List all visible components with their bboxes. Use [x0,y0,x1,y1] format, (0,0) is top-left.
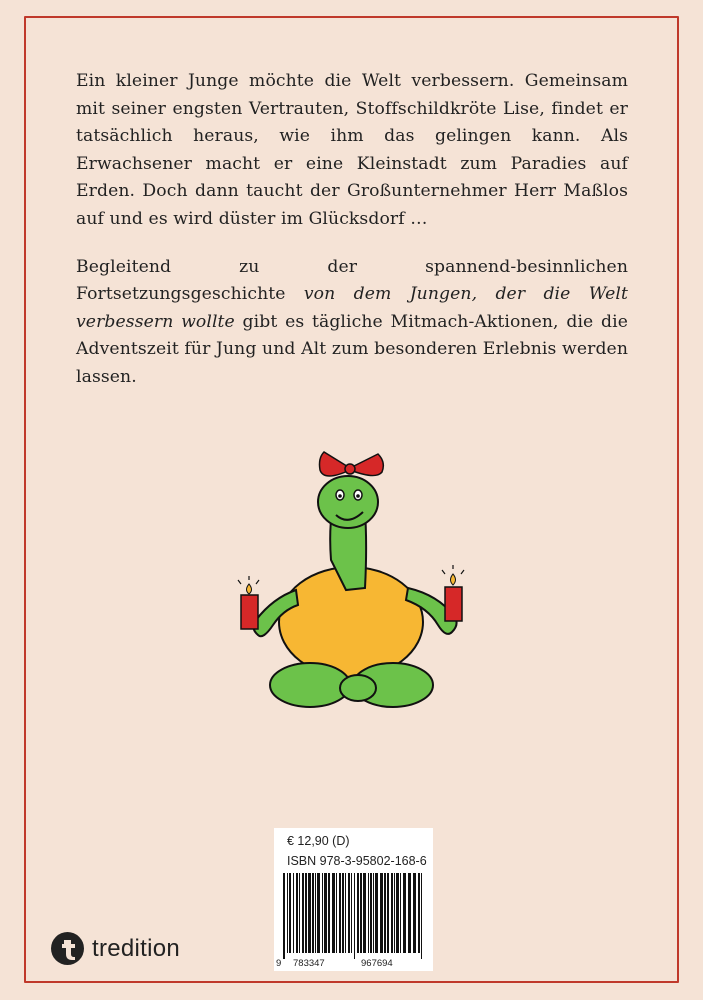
barcode-stripe [322,873,323,953]
bow-right-loop [350,454,383,476]
barcode-stripe [345,873,346,953]
blurb-p2-text-start: Begleitend zu der spannend-besinnlichen Fortsetzungsgeschichte [76,256,628,305]
barcode-stripe [387,873,389,953]
right-candle [445,587,462,621]
blurb-paragraph-1: Ein kleiner Junge möchte die Welt verbessern. Gemeinsam mit seiner engsten Vertrauten, Stoffschildkröte Lise, findet er tatsächlich heraus, wie ihm das gelingen kann. Als Erwachsener macht er eine Kleinstadt zum Paradies auf Erden. Doch dann taucht der Großunternehmer Herr Maßlos auf und es wird düster im Glücksdorf … [76,71,628,229]
barcode-stripe [348,873,350,953]
barcode-stripe [380,873,383,953]
left-candle [241,595,258,629]
barcode-stripe [357,873,359,953]
barcode-stripe [375,873,378,953]
barcode-stripe [308,873,311,953]
barcode-stripe [296,873,298,953]
barcode-stripe [293,873,294,953]
publisher-name: tredition [92,934,181,962]
barcode-stripe [305,873,307,953]
barcode-stripe [339,873,341,953]
blurb-p2-book-title: von dem Jungen, der die Welt verbessern wollte [76,284,628,332]
back-cover-blurb [76,68,628,412]
isbn-label: ISBN 978-3-95802-168-6 [287,854,427,868]
barcode-stripe [384,873,386,953]
turtle-hands-center [340,675,376,701]
publisher-logo [51,932,180,965]
barcode-stripe [287,873,288,953]
barcode-stripe [283,873,285,959]
price-label: € 12,90 (D) [287,834,350,848]
barcode-stripe [400,873,401,953]
barcode-stripe [408,873,411,953]
barcode-stripe [373,873,374,953]
barcode-stripe [336,873,337,953]
barcode-stripe [418,873,420,953]
barcode-stripe [370,873,372,953]
barcode-stripe [351,873,352,953]
barcode-digits-right: 967694 [361,958,393,969]
barcode-stripe [332,873,335,953]
barcode-stripe [342,873,344,953]
bow-knot [345,464,355,474]
blurb-paragraph-2 [76,254,628,392]
blurb-p2-text-end: gibt es tägliche Mitmach-Aktionen, die die Adventszeit für Jung und Alt zum besonderen Erlebnis werden lassen. [76,311,628,387]
barcode-stripe [324,873,327,953]
barcode-stripe [312,873,314,953]
left-candle-flame [247,584,252,594]
tredition-logo-icon [51,932,84,965]
barcode-stripe [421,873,422,959]
barcode-stripe [299,873,300,953]
barcode-stripe [363,873,366,953]
barcode-stripe [391,873,393,953]
barcode-stripe [315,873,316,953]
barcode-stripe [394,873,395,953]
barcode-stripe [302,873,304,953]
barcode-stripe [328,873,330,953]
barcode-digits-left: 783347 [293,958,325,969]
turtle-illustration [228,440,478,720]
barcode-stripe [413,873,416,953]
turtle-left-foot [270,663,350,707]
barcode-stripe [289,873,291,953]
barcode-bars [283,873,425,959]
barcode-stripe [317,873,320,953]
barcode-stripe [368,873,369,953]
barcode-stripe [354,873,355,959]
barcode-stripe [403,873,406,953]
right-candle-flame [451,574,456,585]
barcode-stripe [396,873,399,953]
barcode-first-digit: 9 [276,958,282,969]
barcode-stripe [360,873,362,953]
